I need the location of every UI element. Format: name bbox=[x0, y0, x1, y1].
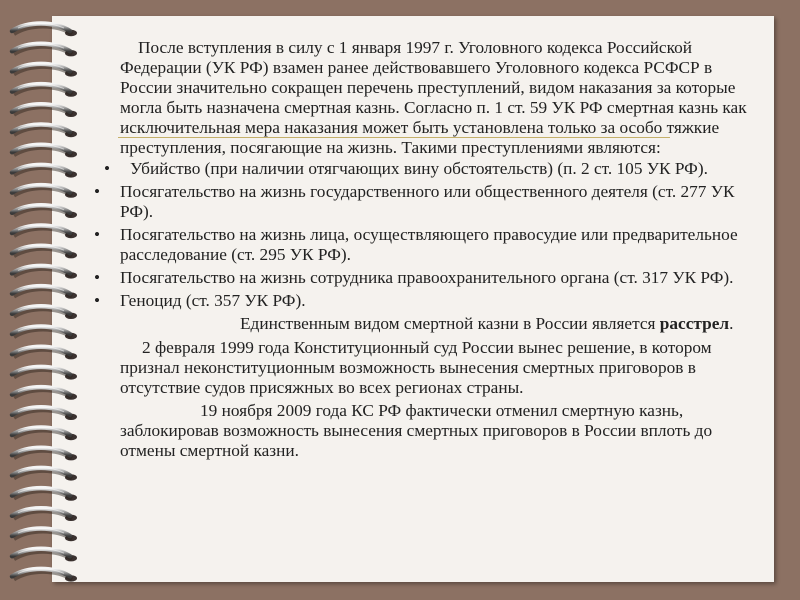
execution-text: Единственным видом смертной казни в России является bbox=[240, 314, 660, 333]
bullet-icon: • bbox=[94, 182, 101, 201]
spiral-ring-icon bbox=[12, 64, 77, 77]
spiral-ring-icon bbox=[12, 529, 77, 542]
crimes-list bbox=[94, 159, 760, 311]
spiral-ring-icon bbox=[12, 327, 77, 340]
text-body bbox=[94, 38, 760, 461]
spiral-ring-icon bbox=[12, 448, 77, 461]
spiral-ring-icon bbox=[12, 125, 77, 138]
spiral-ring-icon bbox=[12, 205, 77, 218]
list-item bbox=[104, 159, 760, 179]
spiral-ring-icon bbox=[12, 407, 77, 420]
spiral-ring-icon bbox=[12, 165, 77, 178]
spiral-ring-icon bbox=[12, 286, 77, 299]
crime-text: Геноцид (ст. 357 УК РФ). bbox=[120, 291, 306, 310]
list-item bbox=[94, 225, 760, 265]
spiral-binding bbox=[0, 0, 100, 600]
spiral-ring-icon bbox=[12, 428, 77, 441]
spiral-ring-icon bbox=[12, 266, 77, 279]
bullet-icon: • bbox=[94, 225, 101, 244]
bullet-icon: • bbox=[104, 159, 111, 178]
spiral-ring-icon bbox=[12, 84, 77, 97]
spiral-ring-icon bbox=[12, 185, 77, 198]
bullet-icon: • bbox=[94, 291, 101, 310]
spiral-ring-icon bbox=[12, 508, 77, 521]
spiral-ring-icon bbox=[12, 468, 77, 481]
spiral-ring-icon bbox=[12, 549, 77, 562]
crime-text: Убийство (при наличии отягчающих вину обстоятельств) (п. 2 ст. 105 УК РФ). bbox=[130, 159, 708, 178]
spiral-ring-icon bbox=[12, 488, 77, 501]
crime-text: Посягательство на жизнь государственного или общественного деятеля (ст. 277 УК РФ). bbox=[120, 182, 735, 221]
list-item bbox=[94, 182, 760, 222]
list-item bbox=[94, 291, 760, 311]
bullet-icon: • bbox=[94, 268, 101, 287]
spiral-ring-icon bbox=[12, 246, 77, 259]
execution-method: расстрел bbox=[659, 314, 730, 333]
spiral-ring-icon bbox=[12, 367, 77, 380]
spiral-ring-icon bbox=[12, 104, 77, 117]
list-item bbox=[94, 268, 760, 288]
execution-paragraph bbox=[120, 314, 760, 334]
spiral-ring-icon bbox=[12, 569, 77, 582]
execution-period: . bbox=[729, 314, 734, 333]
court-1999-paragraph: 2 февраля 1999 года Конституционный суд России вынес решение, в котором признал неконституционным возможность вынесения смертных приговоров в отсутствие судов присяжных во всех регионах страны. bbox=[120, 338, 712, 397]
spiral-ring-icon bbox=[12, 44, 77, 57]
spiral-ring-icon bbox=[12, 24, 77, 37]
intro-paragraph: После вступления в силу с 1 января 1997 г. Уголовного кодекса Российской Федерации (УК РФ) взамен ранее действовавшего Уголовного кодекса РСФСР в России значительно сокращен перечень преступлений, видом наказания за которые могла быть назначена смертная казнь. Согласно п. 1 ст. 59 УК РФ смертная казнь как исключительная мера наказания может быть установлена только за особо тяжкие преступления, посягающие на жизнь. Такими преступлениями являются: bbox=[120, 38, 747, 157]
spiral-ring-icon bbox=[12, 347, 77, 360]
spiral-ring-icon bbox=[12, 226, 77, 239]
court-2009-paragraph: 19 ноября 2009 года КС РФ фактически отменил смертную казнь, заблокировав возможность вынесения смертных приговоров в России вплоть до отмены смертной казни. bbox=[120, 401, 713, 460]
crime-text: Посягательство на жизнь лица, осуществляющего правосудие или предварительное расследование (ст. 295 УК РФ). bbox=[120, 225, 738, 264]
spiral-ring-icon bbox=[12, 145, 77, 158]
spiral-ring-icon bbox=[12, 306, 77, 319]
crime-text: Посягательство на жизнь сотрудника правоохранительного органа (ст. 317 УК РФ). bbox=[120, 268, 734, 287]
spiral-ring-icon bbox=[12, 387, 77, 400]
